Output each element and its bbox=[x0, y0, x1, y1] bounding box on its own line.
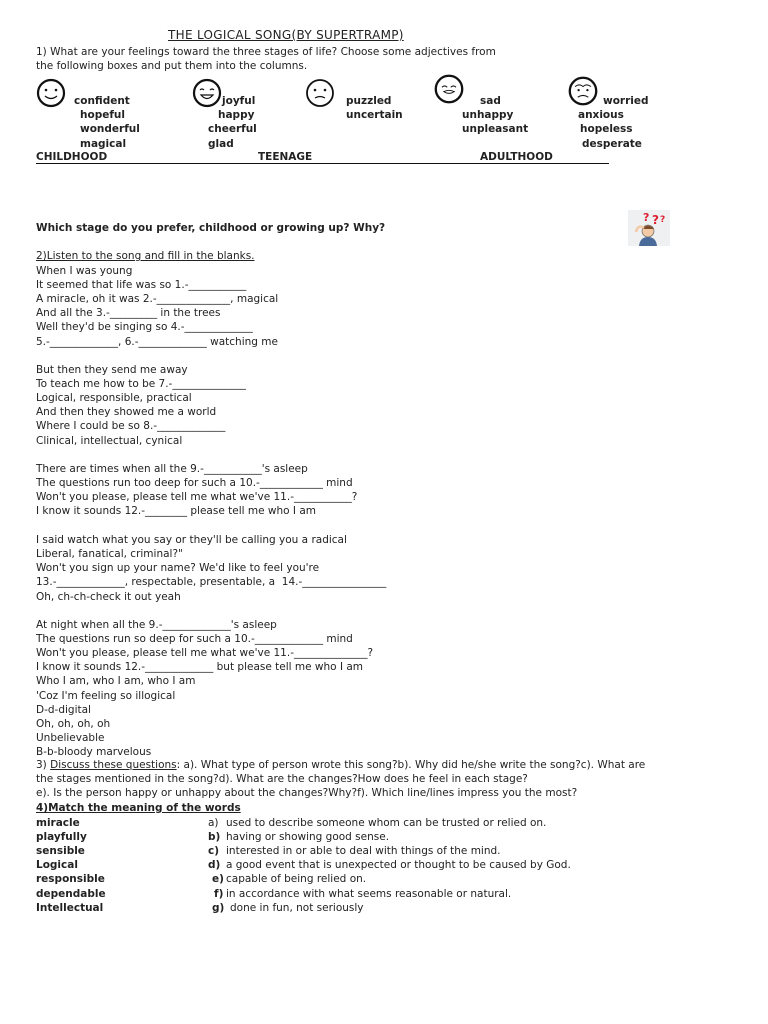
lyric-line: Won't you please, please tell me what we've 11.-______________? bbox=[36, 647, 374, 659]
question-3-heading: Discuss these questions bbox=[50, 759, 177, 771]
match-letter: c) bbox=[208, 845, 220, 857]
lyric-line: Well they'd be singing so 4.-_____________ bbox=[36, 321, 253, 333]
match-definition: in accordance with what seems reasonable or natural. bbox=[226, 888, 512, 900]
match-definition: done in fun, not seriously bbox=[230, 902, 364, 914]
adjective-wonderful: wonderful bbox=[80, 123, 140, 135]
adjective-sad: sad bbox=[480, 95, 501, 107]
worried-face-icon bbox=[568, 76, 598, 106]
match-letter: b) bbox=[208, 831, 221, 843]
question-3-text: : a). What type of person wrote this song?b). Why did he/she write the song?c). What are bbox=[176, 759, 646, 771]
smiling-face-icon bbox=[36, 78, 66, 108]
lyric-line: It seemed that life was so 1.-___________ bbox=[36, 279, 247, 291]
lyric-line: Unbelievable bbox=[36, 732, 105, 744]
adjective-desperate: desperate bbox=[582, 138, 642, 150]
svg-text:?: ? bbox=[643, 211, 650, 224]
adjective-happy: happy bbox=[218, 109, 255, 121]
match-letter: d) bbox=[208, 859, 221, 871]
lyric-line: And then they showed me a world bbox=[36, 406, 217, 418]
match-letter: a) bbox=[208, 817, 219, 829]
adjective-confident: confident bbox=[74, 95, 130, 107]
lyric-line: Clinical, intellectual, cynical bbox=[36, 435, 183, 447]
lyric-line: Oh, oh, oh, oh bbox=[36, 718, 111, 730]
adjective-unhappy: unhappy bbox=[462, 109, 514, 121]
match-letter: g) bbox=[212, 902, 225, 914]
lyric-line: 'Coz I'm feeling so illogical bbox=[36, 690, 176, 702]
match-word: dependable bbox=[36, 888, 106, 900]
adjective-hopeless: hopeless bbox=[580, 123, 633, 135]
lyric-line: Where I could be so 8.-_____________ bbox=[36, 420, 226, 432]
adjective-puzzled: puzzled bbox=[346, 95, 392, 107]
adjective-unpleasant: unpleasant bbox=[462, 123, 529, 135]
lyric-line: Logical, responsible, practical bbox=[36, 392, 192, 404]
lyric-line: Won't you please, please tell me what we've 11.-___________? bbox=[36, 491, 358, 503]
lyric-line: D-d-digital bbox=[36, 704, 91, 716]
question-1-line-1: 1) What are your feelings toward the three stages of life? Choose some adjectives from bbox=[36, 46, 496, 58]
lyric-line: Liberal, fanatical, criminal?" bbox=[36, 548, 183, 560]
lyric-line: The questions run too deep for such a 10.-____________ mind bbox=[36, 477, 353, 489]
match-definition: used to describe someone whom can be trusted or relied on. bbox=[226, 817, 547, 829]
stage-teenage: TEENAGE bbox=[258, 151, 313, 163]
lyric-line: A miracle, oh it was 2.-______________, magical bbox=[36, 293, 279, 305]
lyric-line: Oh, ch-ch-check it out yeah bbox=[36, 591, 181, 603]
adjective-cheerful: cheerful bbox=[208, 123, 257, 135]
match-definition: a good event that is unexpected or thought to be caused by God. bbox=[226, 859, 571, 871]
question-1-line-2: the following boxes and put them into the columns. bbox=[36, 60, 308, 72]
lyric-line: 5.-_____________, 6.-_____________ watching me bbox=[36, 336, 278, 348]
adjective-worried: worried bbox=[603, 95, 649, 107]
match-word: Logical bbox=[36, 859, 78, 871]
match-word: miracle bbox=[36, 817, 80, 829]
match-definition: interested in or able to deal with things of the mind. bbox=[226, 845, 501, 857]
lyric-line: I know it sounds 12.-_____________ but please tell me who I am bbox=[36, 661, 364, 673]
prefer-question: Which stage do you prefer, childhood or growing up? Why? bbox=[36, 222, 386, 234]
svg-text:?: ? bbox=[660, 215, 666, 225]
lyric-line: And all the 3.-_________ in the trees bbox=[36, 307, 221, 319]
stage-adulthood: ADULTHOOD bbox=[480, 151, 553, 163]
stage-childhood: CHILDHOOD bbox=[36, 151, 108, 163]
match-definition: capable of being relied on. bbox=[226, 873, 367, 885]
match-definition: having or showing good sense. bbox=[226, 831, 390, 843]
match-word: playfully bbox=[36, 831, 87, 843]
lyric-line: 13.-_____________, respectable, presentable, a 14.-________________ bbox=[36, 576, 387, 588]
question-3-line-1 bbox=[36, 759, 645, 772]
lyric-line: B-b-bloody marvelous bbox=[36, 746, 152, 758]
adjective-hopeful: hopeful bbox=[80, 109, 125, 121]
adjective-magical: magical bbox=[80, 138, 127, 150]
match-word: sensible bbox=[36, 845, 85, 857]
adjective-uncertain: uncertain bbox=[346, 109, 403, 121]
lyric-line: I know it sounds 12.-________ please tell me who I am bbox=[36, 505, 317, 517]
question-3-line-2: the stages mentioned in the song?d). What are the changes?How does he feel in each stage? bbox=[36, 773, 528, 785]
lyric-line: There are times when all the 9.-___________'s asleep bbox=[36, 463, 308, 475]
question-3-line-3: e). Is the person happy or unhappy about the changes?Why?f). Which line/lines impress you the most? bbox=[36, 787, 578, 799]
question-3-number: 3) bbox=[36, 759, 51, 771]
adjective-anxious: anxious bbox=[578, 109, 624, 121]
lyric-line: To teach me how to be 7.-______________ bbox=[36, 378, 246, 390]
lyric-line: But then they send me away bbox=[36, 364, 188, 376]
sad-face-icon bbox=[434, 74, 464, 104]
lyric-line: At night when all the 9.-_____________'s asleep bbox=[36, 619, 277, 631]
match-letter: f) bbox=[214, 888, 224, 900]
laughing-face-icon bbox=[192, 78, 222, 108]
lyric-line: Won't you sign up your name? We'd like to feel you're bbox=[36, 562, 320, 574]
match-word: responsible bbox=[36, 873, 105, 885]
question-4-heading: 4)Match the meaning of the words bbox=[36, 802, 241, 814]
question-2-heading: 2)Listen to the song and fill in the blanks. bbox=[36, 250, 255, 262]
lyric-line: When I was young bbox=[36, 265, 133, 277]
svg-text:?: ? bbox=[652, 213, 659, 227]
lyric-line: I said watch what you say or they'll be calling you a radical bbox=[36, 534, 347, 546]
match-word: Intellectual bbox=[36, 902, 104, 914]
page-title: THE LOGICAL SONG(BY SUPERTRAMP) bbox=[168, 28, 404, 42]
puzzled-face-icon bbox=[305, 78, 335, 108]
lyric-line: Who I am, who I am, who I am bbox=[36, 675, 196, 687]
adjective-glad: glad bbox=[208, 138, 234, 150]
adjective-joyful: joyful bbox=[222, 95, 256, 107]
match-letter: e) bbox=[212, 873, 224, 885]
confused-person-icon bbox=[628, 210, 670, 246]
lyric-line: The questions run so deep for such a 10.-_____________ mind bbox=[36, 633, 353, 645]
